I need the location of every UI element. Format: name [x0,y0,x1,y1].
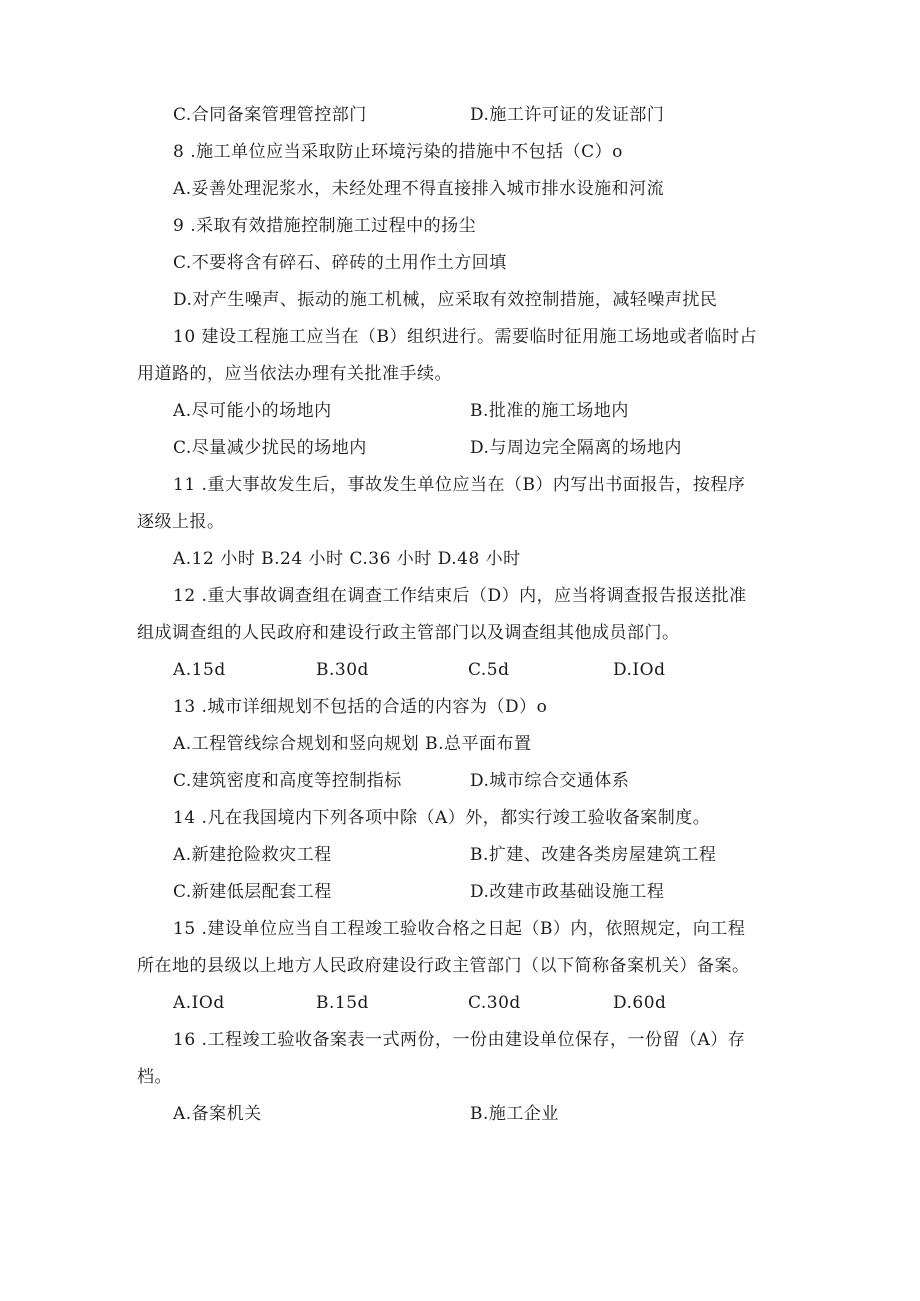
option-b: B.批准的施工场地内 [470,401,629,421]
option-b: B.30d [316,660,369,680]
question-14: 14 .凡在我国境内下列各项中除（A）外，都实行竣工验收备案制度。 [173,808,711,828]
question-12: 12 .重大事故调查组在调查工作结束后（D）内，应当将调查报告报送批准 [173,586,747,606]
question-9: 9 .采取有效措施控制施工过程中的扬尘 [173,216,477,236]
option-a: A.IOd [173,993,225,1013]
option-c: C.尽量减少扰民的场地内 [173,438,367,458]
option-a: A.妥善处理泥浆水，未经处理不得直接排入城市排水设施和河流 [173,179,665,199]
question-12-continued: 组成调查组的人民政府和建设行政主管部门以及调查组其他成员部门。 [137,623,680,643]
option-b: B.施工企业 [470,1104,559,1124]
options-inline: A.工程管线综合规划和竖向规划 B.总平面布置 [173,734,532,754]
option-c: C.不要将含有碎石、碎砖的土用作土方回填 [173,253,507,273]
question-15-continued: 所在地的县级以上地方人民政府建设行政主管部门（以下简称备案机关）备案。 [137,956,750,976]
option-b: B.扩建、改建各类房屋建筑工程 [470,845,717,865]
option-d: D.与周边完全隔离的场地内 [470,438,682,458]
option-b: B.15d [316,993,369,1013]
question-16: 16 .工程竣工验收备案表一式两份，一份由建设单位保存，一份留（A）存 [173,1030,746,1050]
option-a: A.新建抢险救灾工程 [173,845,332,865]
option-c: C.新建低层配套工程 [173,882,332,902]
option-c: C.5d [468,660,510,680]
option-c: C.建筑密度和高度等控制指标 [173,771,402,791]
option-d: D.IOd [613,660,666,680]
question-11-continued: 逐级上报。 [137,512,225,532]
question-11: 11 .重大事故发生后，事故发生单位应当在（B）内写出书面报告，按程序 [173,475,746,495]
question-13: 13 .城市详细规划不包括的合适的内容为（D）o [173,697,548,717]
option-d: D.施工许可证的发证部门 [470,105,665,125]
option-d: D.改建市政基础设施工程 [470,882,665,902]
option-d: D.对产生噪声、振动的施工机械，应采取有效控制措施，减轻噪声扰民 [173,290,718,310]
option-d: D.60d [613,993,667,1013]
question-10: 10 建设工程施工应当在（B）组织进行。需要临时征用施工场地或者临时占 [173,327,758,347]
option-a: A.15d [173,660,226,680]
question-15: 15 .建设单位应当自工程竣工验收合格之日起（B）内，依照规定，向工程 [173,919,746,939]
option-a: A.备案机关 [173,1104,262,1124]
question-10-continued: 用道路的，应当依法办理有关批准手续。 [137,364,452,384]
option-c: C.30d [468,993,521,1013]
option-c: C.合同备案管理管控部门 [173,105,367,125]
option-d: D.城市综合交通体系 [470,771,630,791]
question-8: 8 .施工单位应当采取防止环境污染的措施中不包括（C）o [173,142,623,162]
question-16-continued: 档。 [137,1067,172,1087]
options-inline: A.12 小时 B.24 小时 C.36 小时 D.48 小时 [173,549,521,569]
option-a: A.尽可能小的场地内 [173,401,332,421]
